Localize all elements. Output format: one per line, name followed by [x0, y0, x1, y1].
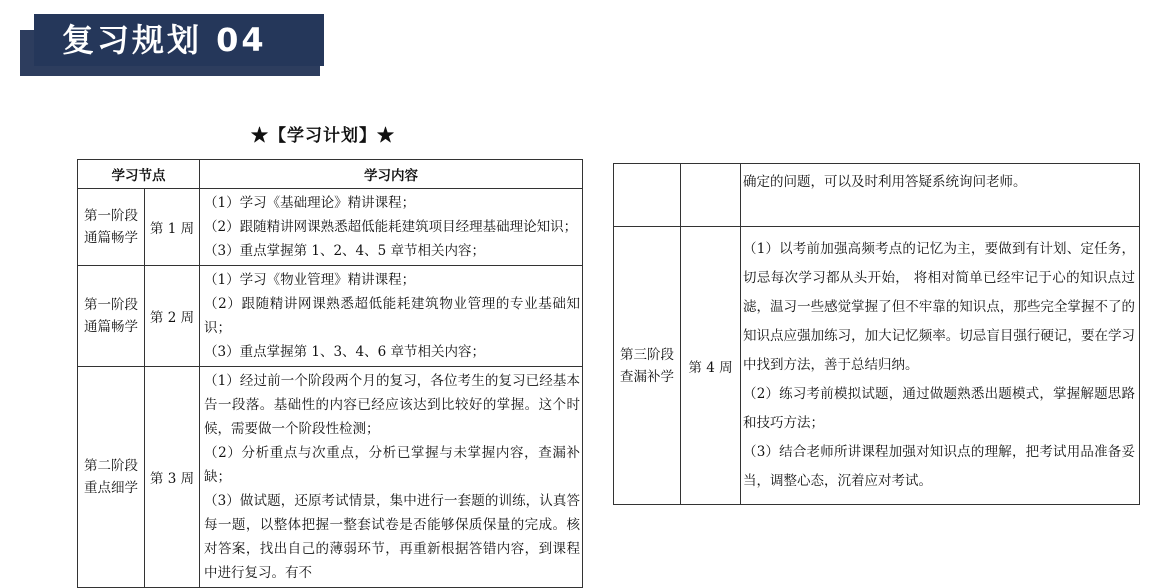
content-cell: （1）以考前加强高频考点的记忆为主，要做到有计划、定任务，切忌每次学习都从头开始， 将相对简单已经牢记于心的知识点过滤，温习一些感觉掌握了但不牢靠的知识点，那些完全掌握不了的知识点应强加练习，加大记忆频率。切忌盲目强行硬记，要在学习中找到方法，善于总结归纳。 （2）练习考前模拟试题，通过做题熟悉出题模式，掌握解题思路和技巧方法； （3）结合老师所讲课程加强对知识点的理解，把考试用品准备妥当，调整心态，沉着应对考试。 — [741, 227, 1140, 505]
plan-title: ★【学习计划】★ — [251, 126, 395, 146]
table-header-row — [78, 160, 583, 189]
header-study-node: 学习节点 — [78, 160, 200, 189]
week-cell — [681, 164, 741, 227]
stage-cell: 第三阶段 查漏补学 — [614, 227, 681, 505]
week-cell: 第 2 周 — [145, 266, 200, 367]
table-row — [614, 227, 1140, 505]
week-cell: 第 3 周 — [145, 367, 200, 588]
table-row — [78, 266, 583, 367]
content-cell: （1）学习《物业管理》精讲课程； （2）跟随精讲网课熟悉超低能耗建筑物业管理的专业基础知识； （3）重点掌握第 1、3、4、6 章节相关内容； — [200, 266, 583, 367]
table-row — [78, 367, 583, 588]
study-plan-table-left — [77, 159, 583, 588]
header-study-content: 学习内容 — [200, 160, 583, 189]
table-row — [78, 189, 583, 266]
stage-cell: 第一阶段 通篇畅学 — [78, 266, 145, 367]
content-cell: 确定的问题，可以及时利用答疑系统询问老师。 — [741, 164, 1140, 227]
table-row — [614, 164, 1140, 227]
study-plan-table-right — [613, 163, 1140, 505]
week-cell: 第 4 周 — [681, 227, 741, 505]
stage-cell: 第一阶段 通篇畅学 — [78, 189, 145, 266]
stage-cell: 第二阶段 重点细学 — [78, 367, 145, 588]
page-title: 复习规划 04 — [34, 14, 324, 66]
content-cell: （1）学习《基础理论》精讲课程； （2）跟随精讲网课熟悉超低能耗建筑项目经理基础理论知识； （3）重点掌握第 1、2、4、5 章节相关内容； — [200, 189, 583, 266]
week-cell: 第 1 周 — [145, 189, 200, 266]
stage-cell — [614, 164, 681, 227]
content-cell: （1）经过前一个阶段两个月的复习，各位考生的复习已经基本告一段落。基础性的内容已经应该达到比较好的掌握。这个时候，需要做一个阶段性检测； （2）分析重点与次重点，分析已掌握与未掌握内容，查漏补缺； （3）做试题，还原考试情景，集中进行一套题的训练，认真答每一题，以整体把握一整套试卷是否能够保质保量的完成。核对答案，找出自己的薄弱环节，再重新根据答错内容，到课程中进行复习。有不 — [200, 367, 583, 588]
